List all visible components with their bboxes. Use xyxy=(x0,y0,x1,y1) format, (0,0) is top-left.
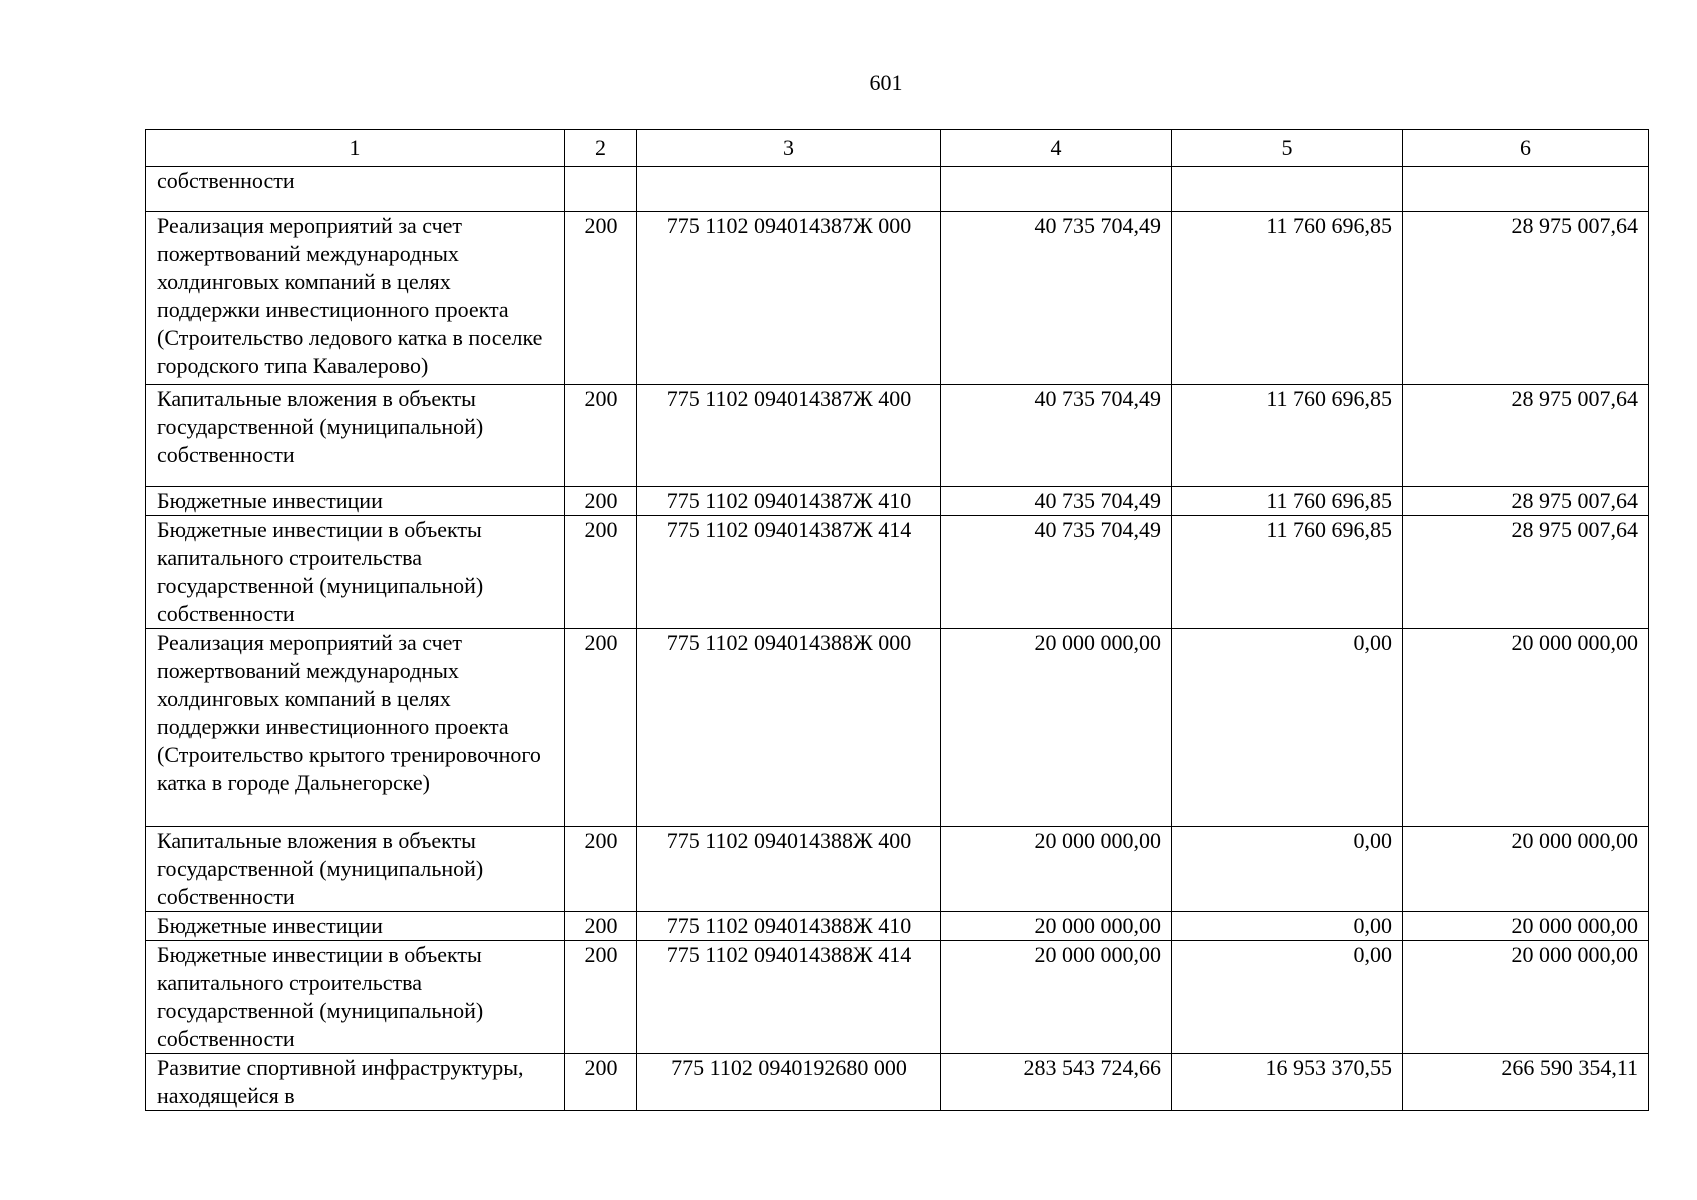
table-row xyxy=(146,212,1649,385)
column-header-6: 6 xyxy=(1403,130,1649,167)
row-amount-cell: 40 735 704,49 xyxy=(941,516,1172,629)
row-amount-cell: 283 543 724,66 xyxy=(941,1054,1172,1111)
row-classification-cell: 775 1102 094014387Ж 000 xyxy=(637,212,941,385)
column-header-4: 4 xyxy=(941,130,1172,167)
row-name-cell: Развитие спортивной инфраструктуры, находящейся в xyxy=(146,1054,565,1111)
row-code-cell: 200 xyxy=(565,941,637,1054)
row-code-cell xyxy=(565,167,637,212)
row-classification-cell: 775 1102 094014388Ж 414 xyxy=(637,941,941,1054)
row-amount-cell: 0,00 xyxy=(1172,629,1403,827)
row-classification-cell: 775 1102 094014388Ж 410 xyxy=(637,912,941,941)
table-row xyxy=(146,1054,1649,1111)
table-row xyxy=(146,941,1649,1054)
column-header-2: 2 xyxy=(565,130,637,167)
row-amount-cell xyxy=(1403,167,1649,212)
table-row xyxy=(146,385,1649,487)
row-name-cell: Капитальные вложения в объекты государственной (муниципальной) собственности xyxy=(146,827,565,912)
row-amount-cell: 20 000 000,00 xyxy=(941,629,1172,827)
row-amount-cell: 0,00 xyxy=(1172,827,1403,912)
row-classification-cell: 775 1102 094014387Ж 400 xyxy=(637,385,941,487)
row-name-cell: Бюджетные инвестиции xyxy=(146,912,565,941)
row-amount-cell: 20 000 000,00 xyxy=(1403,827,1649,912)
column-header-3: 3 xyxy=(637,130,941,167)
row-amount-cell: 20 000 000,00 xyxy=(1403,941,1649,1054)
table-row xyxy=(146,912,1649,941)
row-name-cell: Бюджетные инвестиции в объекты капитального строительства государственной (муниципальной) собственности xyxy=(146,516,565,629)
row-code-cell: 200 xyxy=(565,1054,637,1111)
table-row xyxy=(146,487,1649,516)
row-amount-cell: 20 000 000,00 xyxy=(1403,629,1649,827)
row-classification-cell: 775 1102 094014387Ж 414 xyxy=(637,516,941,629)
row-amount-cell: 28 975 007,64 xyxy=(1403,487,1649,516)
row-amount-cell: 0,00 xyxy=(1172,941,1403,1054)
row-amount-cell xyxy=(941,167,1172,212)
row-name-cell: Реализация мероприятий за счет пожертвований международных холдинговых компаний в целях поддержки инвестиционного проекта (Строительство крытого тренировочного катка в городе Дальнегорске) xyxy=(146,629,565,827)
row-classification-cell: 775 1102 094014387Ж 410 xyxy=(637,487,941,516)
row-name-cell: Реализация мероприятий за счет пожертвований международных холдинговых компаний в целях поддержки инвестиционного проекта (Строительство ледового катка в поселке городского типа Кавалерово) xyxy=(146,212,565,385)
table-row xyxy=(146,827,1649,912)
row-amount-cell: 40 735 704,49 xyxy=(941,487,1172,516)
row-amount-cell: 28 975 007,64 xyxy=(1403,385,1649,487)
row-code-cell: 200 xyxy=(565,516,637,629)
row-name-cell: собственности xyxy=(146,167,565,212)
row-code-cell: 200 xyxy=(565,827,637,912)
table-row xyxy=(146,629,1649,827)
row-amount-cell: 40 735 704,49 xyxy=(941,212,1172,385)
row-classification-cell xyxy=(637,167,941,212)
page-number: 601 xyxy=(869,70,903,95)
row-code-cell: 200 xyxy=(565,385,637,487)
row-amount-cell: 11 760 696,85 xyxy=(1172,212,1403,385)
row-amount-cell: 11 760 696,85 xyxy=(1172,487,1403,516)
row-name-cell: Бюджетные инвестиции в объекты капитального строительства государственной (муниципальной) собственности xyxy=(146,941,565,1054)
row-amount-cell: 266 590 354,11 xyxy=(1403,1054,1649,1111)
row-amount-cell: 20 000 000,00 xyxy=(1403,912,1649,941)
row-amount-cell: 28 975 007,64 xyxy=(1403,212,1649,385)
table-header-row xyxy=(146,130,1649,167)
row-amount-cell: 20 000 000,00 xyxy=(941,827,1172,912)
row-amount-cell: 20 000 000,00 xyxy=(941,941,1172,1054)
row-code-cell: 200 xyxy=(565,629,637,827)
row-code-cell: 200 xyxy=(565,487,637,516)
row-name-cell: Капитальные вложения в объекты государственной (муниципальной) собственности xyxy=(146,385,565,487)
row-classification-cell: 775 1102 0940192680 000 xyxy=(637,1054,941,1111)
row-amount-cell: 16 953 370,55 xyxy=(1172,1054,1403,1111)
table-row xyxy=(146,516,1649,629)
row-amount-cell: 11 760 696,85 xyxy=(1172,385,1403,487)
row-name-cell: Бюджетные инвестиции xyxy=(146,487,565,516)
row-amount-cell: 40 735 704,49 xyxy=(941,385,1172,487)
row-code-cell: 200 xyxy=(565,912,637,941)
row-amount-cell xyxy=(1172,167,1403,212)
row-classification-cell: 775 1102 094014388Ж 000 xyxy=(637,629,941,827)
row-amount-cell: 11 760 696,85 xyxy=(1172,516,1403,629)
row-amount-cell: 28 975 007,64 xyxy=(1403,516,1649,629)
row-amount-cell: 20 000 000,00 xyxy=(941,912,1172,941)
budget-table xyxy=(145,129,1649,1111)
table-row xyxy=(146,167,1649,212)
row-code-cell: 200 xyxy=(565,212,637,385)
row-amount-cell: 0,00 xyxy=(1172,912,1403,941)
column-header-5: 5 xyxy=(1172,130,1403,167)
row-classification-cell: 775 1102 094014388Ж 400 xyxy=(637,827,941,912)
column-header-1: 1 xyxy=(146,130,565,167)
